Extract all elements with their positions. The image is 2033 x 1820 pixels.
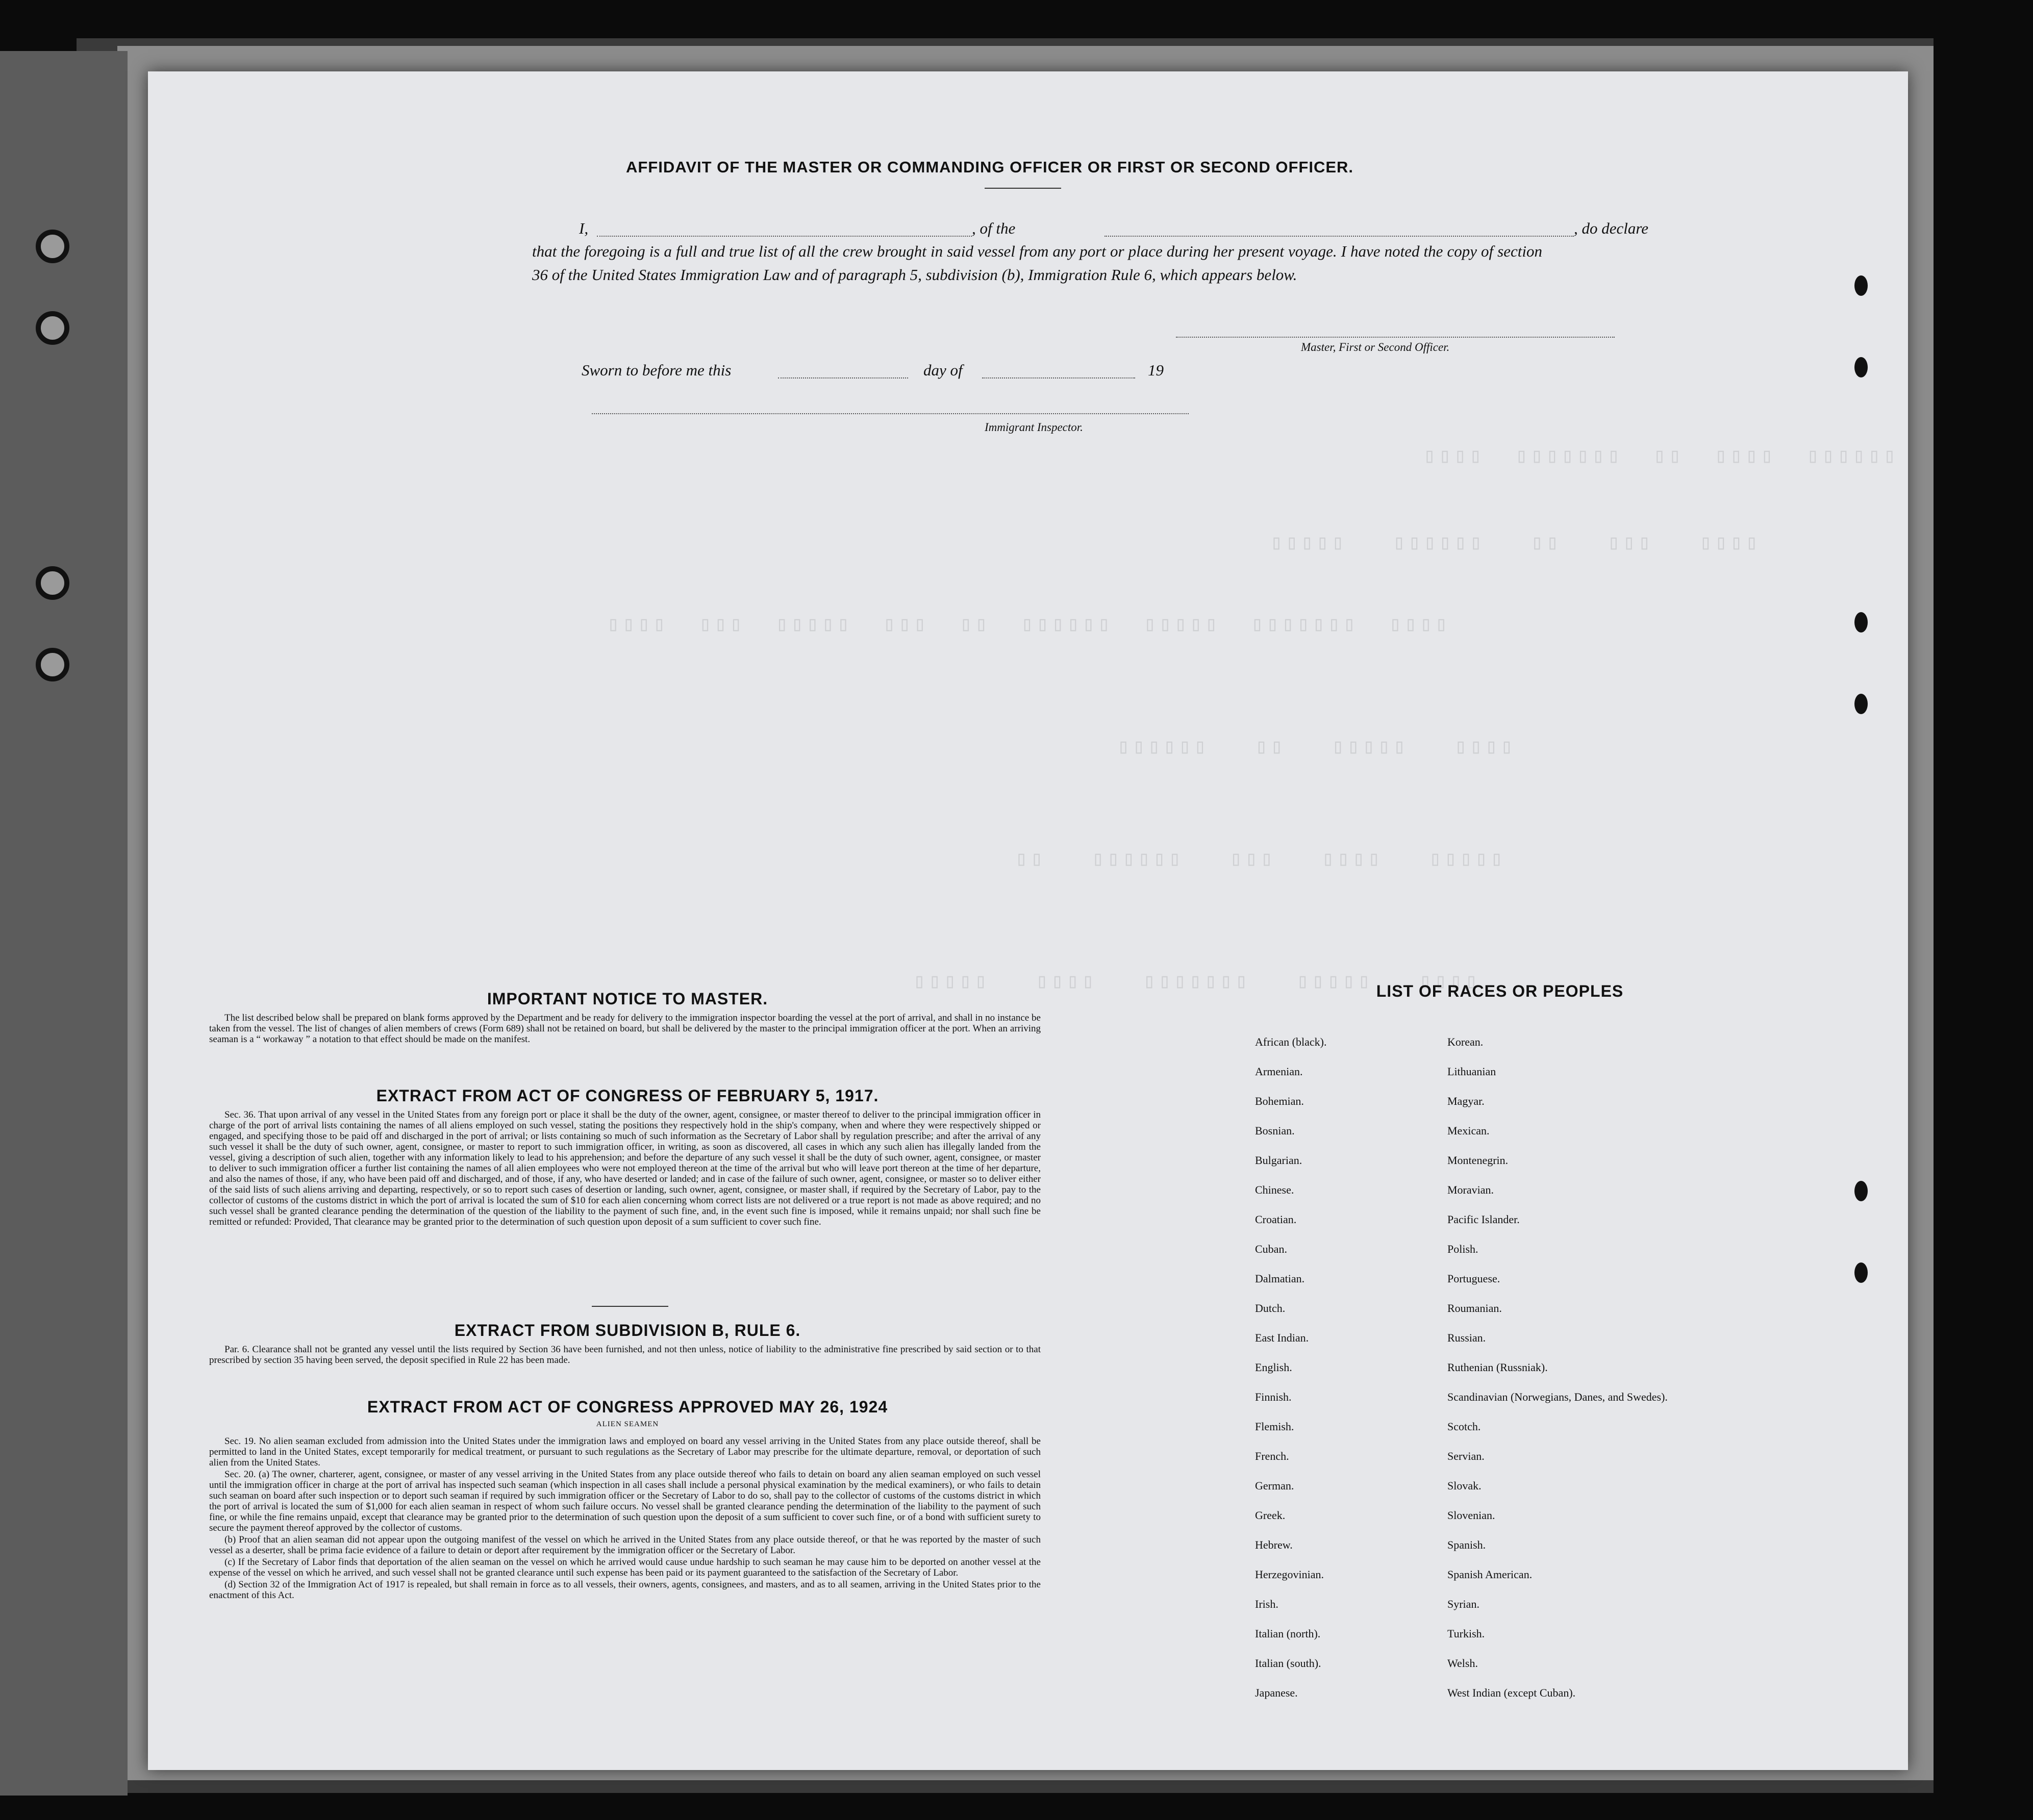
affidavit-title: AFFIDAVIT OF THE MASTER OR COMMANDING OFFICER OR FIRST OR SECOND OFFICER. (625, 158, 1354, 176)
race-item: Herzegovinian. (1255, 1568, 1324, 1581)
binder-hole (36, 311, 69, 345)
rule6-text (209, 1344, 1041, 1367)
punch-hole (1854, 612, 1868, 633)
extract-1924-title: EXTRACT FROM ACT OF CONGRESS APPROVED MAY 26, 1924 (367, 1398, 888, 1416)
extract-1924-subtitle: ALIEN SEAMEN (596, 1420, 659, 1428)
race-item: Slovak. (1447, 1479, 1482, 1492)
binder-hole (36, 648, 69, 681)
race-item: West Indian (except Cuban). (1447, 1686, 1576, 1699)
race-item: Montenegrin. (1447, 1154, 1509, 1167)
race-item: German. (1255, 1479, 1294, 1492)
divider (985, 188, 1061, 189)
document-page (148, 71, 1908, 1770)
race-item: Slovenian. (1447, 1509, 1495, 1522)
divider (592, 1306, 668, 1307)
race-item: Chinese. (1255, 1183, 1294, 1196)
race-item: Flemish. (1255, 1420, 1294, 1433)
bleed-through-texture: ▯▯▯▯ ▯▯▯▯▯▯▯ ▯▯ ▯▯▯▯ ▯▯▯▯▯▯ (1423, 446, 1899, 469)
race-item: Turkish. (1447, 1627, 1485, 1640)
signature-label: Master, First or Second Officer. (1301, 341, 1450, 353)
day-blank (778, 377, 908, 378)
race-item: Pacific Islander. (1447, 1213, 1520, 1226)
races-left-column (1255, 1035, 1439, 1716)
race-item: Roumanian. (1447, 1302, 1502, 1315)
extract-1917-paragraph: Sec. 36. That upon arrival of any vessel in the United States from any foreign port or place it shall be the duty of the owner, agent, consignee, or master thereof to deliver to the principal immigration officer in charge of the port of arrival lists containing the names of all aliens employed on such vessel, stating the positions they respectively hold in the ship's company, when and where they were respectively shipped or engaged, and specifying those to be paid off and discharged in the port of arrival; or lists containing so much of such information as the Secretary of Labor shall by regulation prescribe; and after the arrival of any such vessel it shall be the duty of such owner, agent, consignee, or master to report to such immigration officer, in writing, as soon as discovered, all cases in which any such alien has illegally landed from the vessel, giving a description of such alien, together with any information likely to lead to his apprehension; and before the departure of any such vessel it shall be the duty of such owner, agent, consignee, or master to deliver to such immigration officer a further list containing the names of all alien employees who were not employed thereon at the time of the arrival but who will leave port thereon at the time of her departure, and also the names of those, if any, who have been paid off and discharged, and of those, if any, who have deserted or landed; and in case of the failure of such owner, agent, consignee, or master so to deliver either of the said lists of such aliens arriving and departing, respectively, or so to report such cases of desertion or landing, such owner, agent, consignee, or master shall, if required by the Secretary of Labor, pay to the collector of customs of the customs district in which the port of arrival is located the sum of $10 for each alien concerning whom correct lists are not delivered or a true report is not made as above required; and no such vessel shall be granted clearance pending the determination of the question of the liability to the payment of such fine, and, in the event such fine is imposed, while it remains unpaid; nor shall such fine be remitted or refunded: Provided, That clearance may be granted prior to the determination of such question upon deposit of a sum sufficient to cover such fine. (209, 1109, 1041, 1227)
race-item: Bosnian. (1255, 1124, 1295, 1137)
race-item: Dalmatian. (1255, 1272, 1305, 1285)
bleed-through-texture: ▯▯▯▯▯ ▯▯▯▯ ▯▯▯▯▯▯▯ ▯▯▯▯▯ ▯▯▯▯ (913, 971, 1481, 994)
affidavit-declare: , do declare (1574, 219, 1649, 237)
affidavit-of-the: , of the (972, 219, 1016, 237)
race-item: Welsh. (1447, 1657, 1478, 1670)
rule6-title: EXTRACT FROM SUBDIVISION B, RULE 6. (454, 1321, 801, 1339)
race-item: East Indian. (1255, 1331, 1309, 1344)
rule6-paragraph: Par. 6. Clearance shall not be granted any vessel until the lists required by Section 36 have been furnished, and not then unless, notice of liability to the administrative fine prescribed by said section or to that prescribed by section 35 having been served, the deposit specified in Rule 22 has been made. (209, 1344, 1041, 1366)
race-item: Lithuanian (1447, 1065, 1496, 1078)
extract-1924-text (209, 1436, 1041, 1602)
notice-paragraph: The list described below shall be prepared on blank forms approved by the Department and be ready for delivery to the immigration inspector boarding the vessel at the port of arrival, and shall in no instance be taken from the vessel. The list of changes of alien members of crews (Form 689) shall not be retained on board, but shall be delivered by the master to the principal immigration officer at the port. When an arriving seaman is a “ workaway ” a notation to that effect should be made on the manifest. (209, 1013, 1041, 1045)
race-item: African (black). (1255, 1035, 1327, 1048)
signature-line (1176, 337, 1615, 338)
sworn-text: Sworn to before me this (582, 361, 732, 379)
race-item: Mexican. (1447, 1124, 1490, 1137)
race-item: Italian (north). (1255, 1627, 1321, 1640)
race-item: English. (1255, 1361, 1292, 1374)
race-item: Portuguese. (1447, 1272, 1500, 1285)
affidavit-body: that the foregoing is a full and true list of all the crew brought in said vessel from any port or place during her present voyage. I have noted the copy of section 36 of the United States Immigration Law and of paragraph 5, subdivision (b), Immigration Rule 6, which appears below. (532, 242, 1542, 284)
race-item: Armenian. (1255, 1065, 1303, 1078)
race-item: Cuban. (1255, 1243, 1287, 1255)
extract-1924-paragraph: (b) Proof that an alien seaman did not appear upon the outgoing manifest of the vessel on which he arrived in the United States from any place outside thereof, or that he was reported by the master of such vessel as a deserter, shall be prima facie evidence of a failure to detain or deport after requirement by the immigration officer or the Secretary of Labor. (209, 1534, 1041, 1556)
binder-hole (36, 230, 69, 263)
punch-hole (1854, 275, 1868, 296)
race-item: Korean. (1447, 1035, 1484, 1048)
race-item: Servian. (1447, 1450, 1485, 1462)
notice-text (209, 1013, 1041, 1046)
races-title: LIST OF RACES OR PEOPLES (1376, 982, 1624, 1000)
race-item: French. (1255, 1450, 1289, 1462)
race-item: Bulgarian. (1255, 1154, 1302, 1167)
affidavit-i: I, (579, 219, 589, 237)
punch-hole (1854, 694, 1868, 714)
extract-1924-paragraph: (c) If the Secretary of Labor finds that deportation of the alien seaman on the vessel on which he arrived would cause undue hardship to such seaman he may cause him to be deported on another vessel at the expense of the vessel on which he arrived, and such vessel shall not be granted clearance until such expense has been paid or its payment guaranteed to the satisfaction of the Secretary of Labor. (209, 1557, 1041, 1578)
race-item: Greek. (1255, 1509, 1286, 1522)
extract-1924-paragraph: Sec. 20. (a) The owner, charterer, agent, consignee, or master of any vessel arriving in the United States from any place outside thereof who fails to detain on board any alien seaman employed on such vessel until the immigration officer in charge at the port of arrival has inspected such seaman (which inspection in all cases shall include a personal physical examination by the medical examiners), or who fails to detain such seaman on board after such inspection or to deport such seaman if required by such immigration officer or the Secretary of Labor to do so, shall pay to the collector of customs of the customs district in which the port of arrival is located the sum of $1,000 for each alien seaman in respect of whom such failure occurs. No vessel shall be granted clearance pending the determination of the liability to the payment of such fine, or while the fine remains unpaid, except that clearance may be granted prior to the determination of such question upon the deposit of a sum sufficient to cover such fine, or of a bond with sufficient surety to secure the payment thereof approved by the collector of customs. (209, 1469, 1041, 1533)
binder-strip (0, 51, 128, 1796)
race-item: Dutch. (1255, 1302, 1286, 1315)
race-item: Polish. (1447, 1243, 1478, 1255)
sworn-day-of: day of (923, 361, 963, 379)
month-blank (982, 377, 1135, 378)
bleed-through-texture: ▯▯ ▯▯▯▯▯▯ ▯▯▯ ▯▯▯▯ ▯▯▯▯▯ (1015, 849, 1506, 872)
race-item: Moravian. (1447, 1183, 1494, 1196)
race-item: Finnish. (1255, 1391, 1292, 1403)
race-item: Ruthenian (Russniak). (1447, 1361, 1548, 1374)
race-item: Spanish. (1447, 1538, 1486, 1551)
punch-hole (1854, 1262, 1868, 1283)
race-item: Japanese. (1255, 1686, 1298, 1699)
race-item: Croatian. (1255, 1213, 1297, 1226)
name-blank (597, 236, 972, 237)
binder-hole (36, 566, 69, 600)
race-item: Russian. (1447, 1331, 1486, 1344)
extract-1917-text (209, 1109, 1041, 1228)
bleed-through-texture: ▯▯▯▯▯▯ ▯▯ ▯▯▯▯▯ ▯▯▯▯ (1117, 737, 1516, 760)
race-item: Scandinavian (Norwegians, Danes, and Swedes). (1447, 1391, 1668, 1403)
race-item: Syrian. (1447, 1598, 1479, 1610)
notice-title: IMPORTANT NOTICE TO MASTER. (487, 990, 768, 1008)
race-item: Spanish American. (1447, 1568, 1533, 1581)
punch-hole (1854, 357, 1868, 377)
race-item: Magyar. (1447, 1095, 1485, 1107)
inspector-line (592, 413, 1189, 414)
race-item: Scotch. (1447, 1420, 1481, 1433)
extract-1924-paragraph: (d) Section 32 of the Immigration Act of 1917 is repealed, but shall remain in force as to all vessels, their owners, agents, consignees, and masters, and as to all seamen, arriving in the United States prior to the enactment of this Act. (209, 1579, 1041, 1601)
race-item: Bohemian. (1255, 1095, 1304, 1107)
race-item: Irish. (1255, 1598, 1278, 1610)
punch-hole (1854, 1181, 1868, 1201)
inspector-label: Immigrant Inspector. (985, 421, 1083, 434)
extract-1924-paragraph: Sec. 19. No alien seaman excluded from admission into the United States under the immigration laws and employed on board any vessel arriving in the United States from any place outside thereof, shall be permitted to land in the United States, except temporarily for medical treatment, or pursuant to such regulations as the Secretary of Labor may prescribe for the ultimate departure, removal, or deportation of such alien from the United States. (209, 1436, 1041, 1468)
race-item: Italian (south). (1255, 1657, 1321, 1670)
sworn-year: 19 (1148, 361, 1164, 379)
races-right-column (1447, 1035, 1672, 1716)
bleed-through-texture: ▯▯▯▯▯ ▯▯▯▯▯▯ ▯▯ ▯▯▯ ▯▯▯▯ (1270, 533, 1761, 555)
extract-1917-title: EXTRACT FROM ACT OF CONGRESS OF FEBRUARY 5, 1917. (376, 1086, 879, 1105)
race-item: Hebrew. (1255, 1538, 1293, 1551)
bleed-through-texture: ▯▯▯▯ ▯▯▯ ▯▯▯▯▯ ▯▯▯ ▯▯ ▯▯▯▯▯▯ ▯▯▯▯▯ ▯▯▯▯▯▯▯ ▯▯▯▯ (607, 614, 1451, 637)
vessel-blank (1105, 236, 1574, 237)
